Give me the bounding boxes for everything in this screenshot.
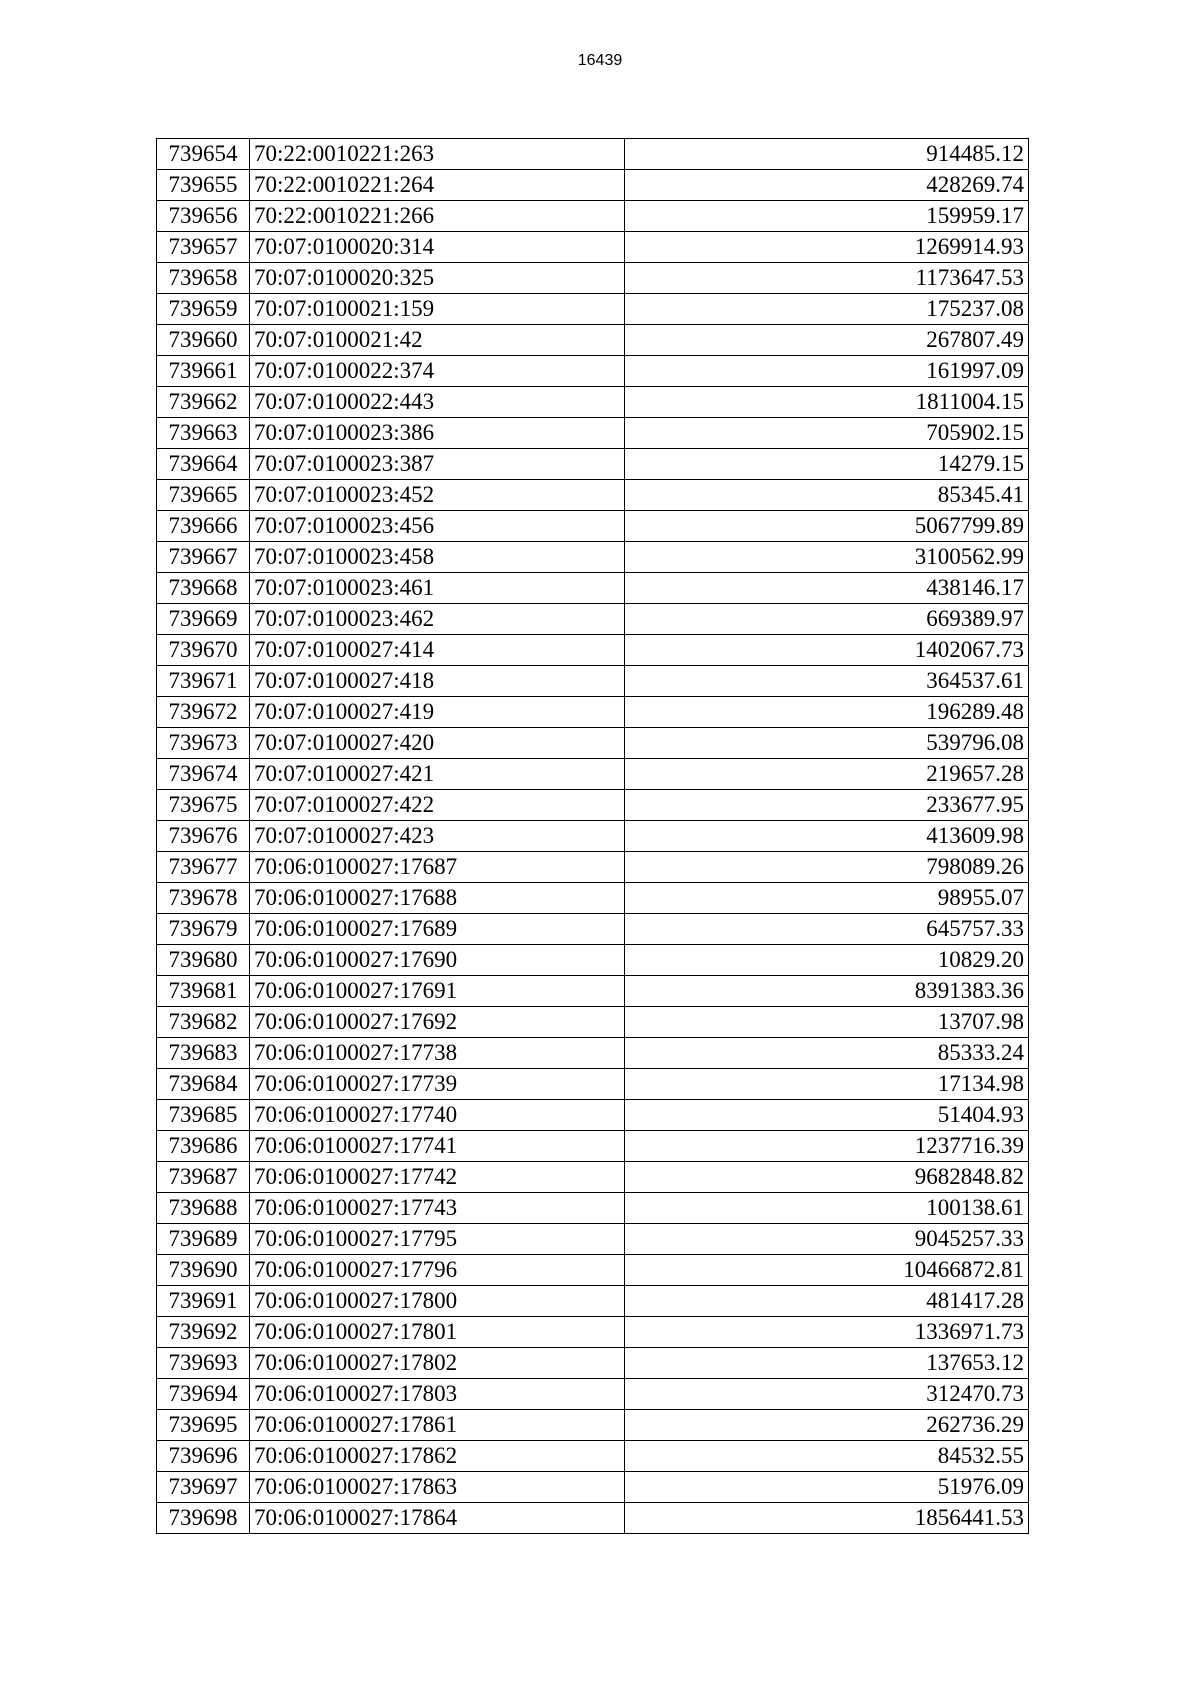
cadastral-number: 70:07:0100020:314 bbox=[250, 232, 625, 263]
cadastral-number: 70:07:0100027:414 bbox=[250, 635, 625, 666]
table-row bbox=[157, 1441, 1029, 1472]
table-row bbox=[157, 573, 1029, 604]
row-number: 739697 bbox=[157, 1472, 250, 1503]
table-row bbox=[157, 294, 1029, 325]
row-number: 739690 bbox=[157, 1255, 250, 1286]
table-row bbox=[157, 1410, 1029, 1441]
cadastral-number: 70:06:0100027:17739 bbox=[250, 1069, 625, 1100]
cadastral-value: 84532.55 bbox=[625, 1441, 1029, 1472]
row-number: 739695 bbox=[157, 1410, 250, 1441]
cadastral-number: 70:07:0100023:462 bbox=[250, 604, 625, 635]
row-number: 739660 bbox=[157, 325, 250, 356]
row-number: 739677 bbox=[157, 852, 250, 883]
row-number: 739662 bbox=[157, 387, 250, 418]
cadastral-value: 798089.26 bbox=[625, 852, 1029, 883]
cadastral-number: 70:06:0100027:17690 bbox=[250, 945, 625, 976]
cadastral-value: 428269.74 bbox=[625, 170, 1029, 201]
table-row bbox=[157, 511, 1029, 542]
row-number: 739698 bbox=[157, 1503, 250, 1534]
table-row bbox=[157, 1193, 1029, 1224]
page-number: 16439 bbox=[577, 52, 623, 69]
table-row bbox=[157, 1317, 1029, 1348]
row-number: 739672 bbox=[157, 697, 250, 728]
cadastral-value: 413609.98 bbox=[625, 821, 1029, 852]
table-row bbox=[157, 852, 1029, 883]
row-number: 739670 bbox=[157, 635, 250, 666]
row-number: 739680 bbox=[157, 945, 250, 976]
cadastral-number: 70:06:0100027:17687 bbox=[250, 852, 625, 883]
row-number: 739669 bbox=[157, 604, 250, 635]
cadastral-value: 669389.97 bbox=[625, 604, 1029, 635]
row-number: 739664 bbox=[157, 449, 250, 480]
cadastral-number: 70:07:0100023:452 bbox=[250, 480, 625, 511]
cadastral-number: 70:06:0100027:17800 bbox=[250, 1286, 625, 1317]
table-row bbox=[157, 139, 1029, 170]
row-number: 739656 bbox=[157, 201, 250, 232]
row-number: 739694 bbox=[157, 1379, 250, 1410]
cadastral-value: 10466872.81 bbox=[625, 1255, 1029, 1286]
table-row bbox=[157, 449, 1029, 480]
table-row bbox=[157, 914, 1029, 945]
row-number: 739663 bbox=[157, 418, 250, 449]
cadastral-number: 70:06:0100027:17738 bbox=[250, 1038, 625, 1069]
cadastral-value: 100138.61 bbox=[625, 1193, 1029, 1224]
row-number: 739674 bbox=[157, 759, 250, 790]
cadastral-number: 70:07:0100027:423 bbox=[250, 821, 625, 852]
row-number: 739676 bbox=[157, 821, 250, 852]
cadastral-value: 3100562.99 bbox=[625, 542, 1029, 573]
cadastral-value: 267807.49 bbox=[625, 325, 1029, 356]
cadastral-number: 70:07:0100027:419 bbox=[250, 697, 625, 728]
cadastral-value: 1336971.73 bbox=[625, 1317, 1029, 1348]
table-row bbox=[157, 666, 1029, 697]
table-row bbox=[157, 1379, 1029, 1410]
cadastral-number: 70:22:0010221:266 bbox=[250, 201, 625, 232]
cadastral-number: 70:07:0100023:458 bbox=[250, 542, 625, 573]
row-number: 739661 bbox=[157, 356, 250, 387]
row-number: 739665 bbox=[157, 480, 250, 511]
cadastral-value: 1173647.53 bbox=[625, 263, 1029, 294]
row-number: 739668 bbox=[157, 573, 250, 604]
cadastral-number: 70:06:0100027:17803 bbox=[250, 1379, 625, 1410]
table-row bbox=[157, 387, 1029, 418]
row-number: 739682 bbox=[157, 1007, 250, 1038]
cadastral-value: 196289.48 bbox=[625, 697, 1029, 728]
cadastral-value: 85333.24 bbox=[625, 1038, 1029, 1069]
row-number: 739675 bbox=[157, 790, 250, 821]
table-row bbox=[157, 1038, 1029, 1069]
row-number: 739655 bbox=[157, 170, 250, 201]
cadastral-number: 70:06:0100027:17861 bbox=[250, 1410, 625, 1441]
table-row bbox=[157, 821, 1029, 852]
cadastral-number: 70:07:0100027:421 bbox=[250, 759, 625, 790]
cadastral-value: 1237716.39 bbox=[625, 1131, 1029, 1162]
row-number: 739685 bbox=[157, 1100, 250, 1131]
table-row bbox=[157, 1007, 1029, 1038]
row-number: 739687 bbox=[157, 1162, 250, 1193]
cadastral-value: 159959.17 bbox=[625, 201, 1029, 232]
cadastral-value: 438146.17 bbox=[625, 573, 1029, 604]
cadastral-value: 137653.12 bbox=[625, 1348, 1029, 1379]
cadastral-number: 70:07:0100023:386 bbox=[250, 418, 625, 449]
cadastral-number: 70:22:0010221:263 bbox=[250, 139, 625, 170]
cadastral-value: 51404.93 bbox=[625, 1100, 1029, 1131]
cadastral-number: 70:07:0100027:422 bbox=[250, 790, 625, 821]
table-row bbox=[157, 1472, 1029, 1503]
cadastral-number: 70:06:0100027:17801 bbox=[250, 1317, 625, 1348]
cadastral-number: 70:06:0100027:17689 bbox=[250, 914, 625, 945]
row-number: 739671 bbox=[157, 666, 250, 697]
cadastral-value: 645757.33 bbox=[625, 914, 1029, 945]
cadastral-number: 70:06:0100027:17795 bbox=[250, 1224, 625, 1255]
cadastral-number: 70:06:0100027:17742 bbox=[250, 1162, 625, 1193]
table-row bbox=[157, 232, 1029, 263]
cadastral-value: 1811004.15 bbox=[625, 387, 1029, 418]
table-row bbox=[157, 976, 1029, 1007]
cadastral-value: 85345.41 bbox=[625, 480, 1029, 511]
cadastral-value: 98955.07 bbox=[625, 883, 1029, 914]
row-number: 739692 bbox=[157, 1317, 250, 1348]
cadastral-value: 312470.73 bbox=[625, 1379, 1029, 1410]
cadastral-number: 70:07:0100027:418 bbox=[250, 666, 625, 697]
table-row bbox=[157, 1131, 1029, 1162]
cadastral-value-table bbox=[156, 138, 1029, 1534]
cadastral-number: 70:06:0100027:17688 bbox=[250, 883, 625, 914]
row-number: 739673 bbox=[157, 728, 250, 759]
cadastral-value: 481417.28 bbox=[625, 1286, 1029, 1317]
cadastral-number: 70:06:0100027:17741 bbox=[250, 1131, 625, 1162]
table-row bbox=[157, 1503, 1029, 1534]
cadastral-value: 10829.20 bbox=[625, 945, 1029, 976]
cadastral-value: 262736.29 bbox=[625, 1410, 1029, 1441]
table-row bbox=[157, 418, 1029, 449]
table-row bbox=[157, 604, 1029, 635]
cadastral-number: 70:06:0100027:17796 bbox=[250, 1255, 625, 1286]
cadastral-value: 233677.95 bbox=[625, 790, 1029, 821]
row-number: 739667 bbox=[157, 542, 250, 573]
cadastral-number: 70:06:0100027:17864 bbox=[250, 1503, 625, 1534]
table-row bbox=[157, 1286, 1029, 1317]
cadastral-value: 914485.12 bbox=[625, 139, 1029, 170]
cadastral-number: 70:22:0010221:264 bbox=[250, 170, 625, 201]
table-row bbox=[157, 170, 1029, 201]
cadastral-value: 17134.98 bbox=[625, 1069, 1029, 1100]
row-number: 739686 bbox=[157, 1131, 250, 1162]
table-row bbox=[157, 697, 1029, 728]
table-row bbox=[157, 728, 1029, 759]
table-row bbox=[157, 356, 1029, 387]
table-row bbox=[157, 759, 1029, 790]
table-body bbox=[157, 139, 1029, 1534]
table-row bbox=[157, 1224, 1029, 1255]
table-row bbox=[157, 635, 1029, 666]
cadastral-value: 14279.15 bbox=[625, 449, 1029, 480]
row-number: 739689 bbox=[157, 1224, 250, 1255]
table-row bbox=[157, 201, 1029, 232]
row-number: 739683 bbox=[157, 1038, 250, 1069]
cadastral-number: 70:07:0100027:420 bbox=[250, 728, 625, 759]
row-number: 739691 bbox=[157, 1286, 250, 1317]
cadastral-number: 70:06:0100027:17743 bbox=[250, 1193, 625, 1224]
cadastral-value: 13707.98 bbox=[625, 1007, 1029, 1038]
cadastral-number: 70:07:0100022:443 bbox=[250, 387, 625, 418]
cadastral-number: 70:07:0100023:456 bbox=[250, 511, 625, 542]
cadastral-value: 175237.08 bbox=[625, 294, 1029, 325]
cadastral-value: 1856441.53 bbox=[625, 1503, 1029, 1534]
cadastral-number: 70:07:0100021:159 bbox=[250, 294, 625, 325]
cadastral-value: 219657.28 bbox=[625, 759, 1029, 790]
cadastral-value: 705902.15 bbox=[625, 418, 1029, 449]
cadastral-number: 70:07:0100020:325 bbox=[250, 263, 625, 294]
cadastral-number: 70:06:0100027:17691 bbox=[250, 976, 625, 1007]
table-row bbox=[157, 945, 1029, 976]
table-row bbox=[157, 325, 1029, 356]
cadastral-number: 70:07:0100023:461 bbox=[250, 573, 625, 604]
cadastral-number: 70:06:0100027:17692 bbox=[250, 1007, 625, 1038]
cadastral-value: 8391383.36 bbox=[625, 976, 1029, 1007]
row-number: 739666 bbox=[157, 511, 250, 542]
row-number: 739678 bbox=[157, 883, 250, 914]
cadastral-value: 9682848.82 bbox=[625, 1162, 1029, 1193]
cadastral-number: 70:06:0100027:17802 bbox=[250, 1348, 625, 1379]
cadastral-value: 1269914.93 bbox=[625, 232, 1029, 263]
cadastral-number: 70:07:0100022:374 bbox=[250, 356, 625, 387]
cadastral-value: 9045257.33 bbox=[625, 1224, 1029, 1255]
table-row bbox=[157, 263, 1029, 294]
table-row bbox=[157, 1069, 1029, 1100]
cadastral-number: 70:07:0100023:387 bbox=[250, 449, 625, 480]
cadastral-value: 1402067.73 bbox=[625, 635, 1029, 666]
row-number: 739693 bbox=[157, 1348, 250, 1379]
row-number: 739696 bbox=[157, 1441, 250, 1472]
row-number: 739679 bbox=[157, 914, 250, 945]
table-row bbox=[157, 1348, 1029, 1379]
cadastral-value: 539796.08 bbox=[625, 728, 1029, 759]
row-number: 739657 bbox=[157, 232, 250, 263]
table-row bbox=[157, 1162, 1029, 1193]
row-number: 739659 bbox=[157, 294, 250, 325]
row-number: 739688 bbox=[157, 1193, 250, 1224]
table-row bbox=[157, 542, 1029, 573]
cadastral-value: 161997.09 bbox=[625, 356, 1029, 387]
cadastral-number: 70:06:0100027:17740 bbox=[250, 1100, 625, 1131]
row-number: 739654 bbox=[157, 139, 250, 170]
cadastral-number: 70:06:0100027:17862 bbox=[250, 1441, 625, 1472]
cadastral-value: 5067799.89 bbox=[625, 511, 1029, 542]
row-number: 739658 bbox=[157, 263, 250, 294]
table-row bbox=[157, 883, 1029, 914]
table-row bbox=[157, 790, 1029, 821]
table-row bbox=[157, 1100, 1029, 1131]
row-number: 739684 bbox=[157, 1069, 250, 1100]
cadastral-value: 51976.09 bbox=[625, 1472, 1029, 1503]
row-number: 739681 bbox=[157, 976, 250, 1007]
table-row bbox=[157, 480, 1029, 511]
cadastral-number: 70:06:0100027:17863 bbox=[250, 1472, 625, 1503]
table-row bbox=[157, 1255, 1029, 1286]
cadastral-number: 70:07:0100021:42 bbox=[250, 325, 625, 356]
cadastral-value: 364537.61 bbox=[625, 666, 1029, 697]
